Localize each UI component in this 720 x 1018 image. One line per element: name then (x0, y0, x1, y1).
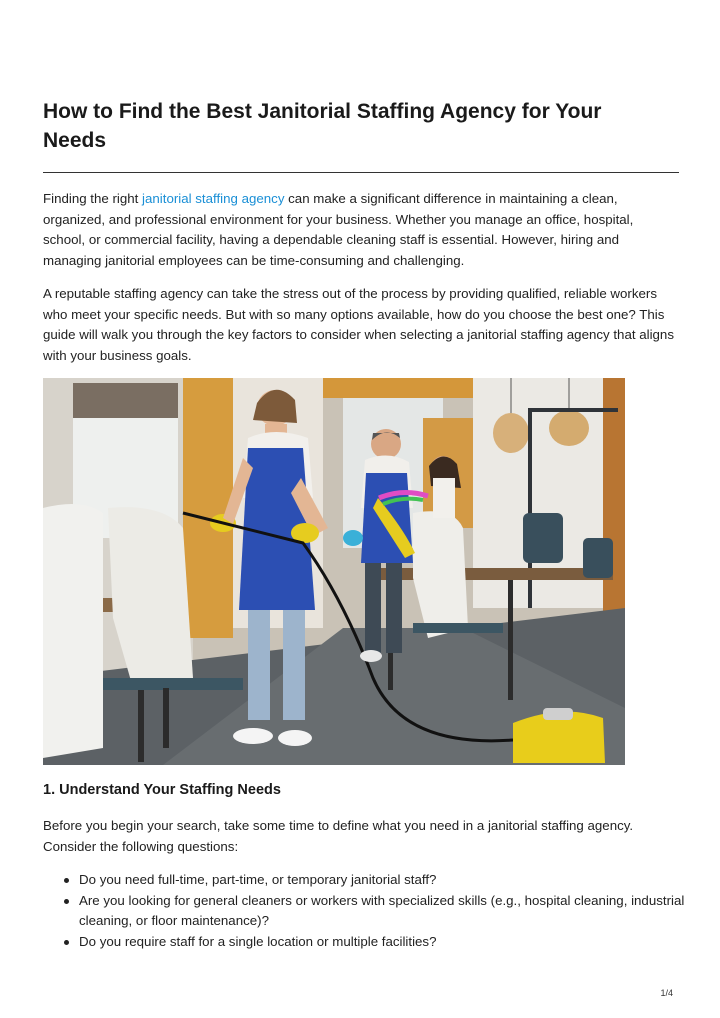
list-item (79, 932, 699, 953)
section-intro-paragraph: Before you begin your search, take some time to define what you need in a janitorial staffing agency. Consider the following questions: (43, 818, 634, 854)
bullet-icon (64, 940, 69, 945)
second-paragraph: A reputable staffing agency can take the stress out of the process by providing qualified, reliable workers who meet your specific needs. But with so many options available, how do you choose the best one? This guide will walk you through the key factors to consider when selecting a janitorial staffing agency that aligns with your business goals. (43, 286, 674, 363)
list-item-text: Are you looking for general cleaners or workers with specialized skills (e.g., hospital cleaning, industrial cleaning, or floor maintenance)? (79, 892, 685, 928)
janitorial-staffing-agency-link[interactable]: janitorial staffing agency (142, 191, 285, 206)
cleaning-staff-office-image (43, 378, 625, 765)
page-number: 1/4 (660, 988, 673, 998)
article-photo (43, 378, 625, 765)
intro-paragraph (43, 189, 679, 271)
intro-text-before-link: Finding the right (43, 191, 143, 206)
title-divider (43, 172, 679, 173)
list-item (79, 870, 699, 891)
list-item-text: Do you need full-time, part-time, or temporary janitorial staff? (79, 872, 437, 887)
bullet-icon (64, 899, 69, 904)
list-item-text: Do you require staff for a single location or multiple facilities? (79, 933, 437, 949)
article-title: How to Find the Best Janitorial Staffing Agency for Your Needs (43, 100, 602, 152)
list-item (79, 891, 699, 932)
intro-text-after-link: can make a significant difference in maintaining a clean, organized, and professional environment for your business. Whether you manage an office, hospital, school, or commercial facility, having a dependable cleaning staff is essential. However, hiring and managing janitorial employees can be time-consuming and challenging. (43, 191, 634, 268)
questions-list (43, 870, 699, 952)
bullet-icon (64, 878, 69, 883)
section-heading: 1. Understand Your Staffing Needs (43, 782, 281, 798)
